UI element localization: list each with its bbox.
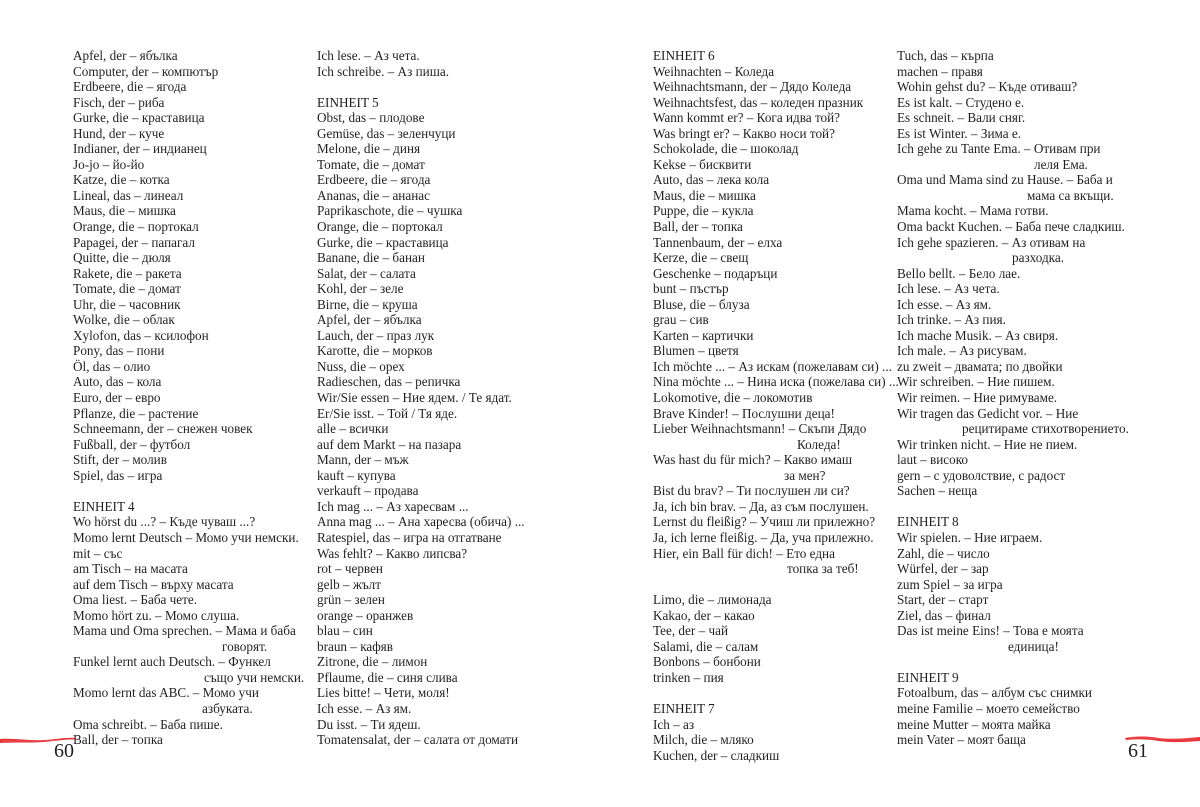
vocab-entry: Tomate, die – домат [73, 281, 181, 297]
vocab-entry: Wir tragen das Gedicht vor. – Ние [897, 405, 1079, 421]
vocab-entry: zu zweit – двамата; по двойки [897, 358, 1063, 374]
vocab-entry: Wo hörst du ...? – Къде чуваш ...? [73, 514, 256, 530]
vocab-entry: Ich trinke. – Аз пия. [897, 312, 1006, 328]
unit-heading: EINHEIT 7 [653, 700, 715, 716]
vocab-entry: Ich gehe zu Tante Ema. – Отивам при [897, 141, 1101, 157]
vocab-entry: braun – кафяв [317, 638, 393, 654]
vocab-entry: Weihnachtsmann, der – Дядо Коледа [653, 79, 852, 95]
vocab-entry: meine Mutter – моята майка [897, 716, 1051, 732]
vocab-entry: Quitte, die – дюля [73, 250, 171, 266]
vocab-entry: Orange, die – портокал [73, 219, 199, 235]
unit-heading: EINHEIT 8 [897, 514, 959, 530]
page-number-right: 61 [1128, 740, 1148, 762]
vocab-entry: Orange, die – портокал [317, 219, 443, 235]
vocab-entry: Ich – аз [653, 716, 695, 732]
vocab-entry: Zitrone, die – лимон [317, 654, 428, 670]
vocab-entry: Bello bellt. – Бело лае. [897, 265, 1021, 281]
vocab-entry: Lokomotive, die – локомотив [653, 390, 813, 406]
vocab-entry: Salami, die – салам [653, 638, 759, 654]
vocab-entry: am Tisch – на масата [73, 561, 188, 577]
vocab-entry: Ich mag ... – Аз харесвам ... [317, 498, 469, 514]
left-page-column-1 [73, 48, 304, 748]
vocab-entry: Sachen – неща [897, 483, 978, 499]
vocab-entry: Milch, die – мляко [653, 732, 754, 748]
left-page-column-2 [317, 48, 525, 748]
vocab-entry: Es ist kalt. – Студено е. [897, 94, 1025, 110]
vocab-entry: Anna mag ... – Ана харесва (обича) ... [317, 514, 525, 530]
vocab-entry: Mama und Oma sprechen. – Мама и баба [73, 623, 296, 639]
vocab-entry: Er/Sie isst. – Той / Тя яде. [317, 405, 458, 421]
vocab-entry: Mama kocht. – Мама готви. [897, 203, 1049, 219]
blank-line [897, 499, 1129, 515]
vocab-entry: rot – червен [317, 561, 383, 577]
vocab-entry: gern – с удоволствие, с радост [897, 467, 1066, 483]
vocab-entry: Gemüse, das – зеленчуци [317, 125, 456, 141]
vocab-entry: Erdbeere, die – ягода [73, 79, 187, 95]
vocab-entry: gelb – жълт [317, 576, 381, 592]
vocab-entry: Ich male. – Аз рисувам. [897, 343, 1027, 359]
vocab-entry: Hier, ein Ball für dich! – Ето една [653, 545, 835, 561]
vocab-entry: verkauft – продава [317, 483, 419, 499]
vocab-entry: Kuchen, der – сладкиш [653, 747, 780, 763]
vocab-entry: Funkel lernt auch Deutsch. – Функел [73, 654, 271, 670]
vocab-entry: Stift, der – молив [73, 452, 167, 468]
vocab-entry: Ratespiel, das – игра на отгатване [317, 529, 502, 545]
vocab-entry: Pony, das – пони [73, 343, 165, 359]
vocab-entry: Du isst. – Ти ядеш. [317, 716, 421, 732]
vocab-entry: Paprikaschote, die – чушка [317, 203, 463, 219]
vocab-entry: Weihnachtsfest, das – коледен празник [653, 94, 864, 110]
vocab-entry: Wir trinken nicht. – Ние не пием. [897, 436, 1078, 452]
vocab-entry: Wir schreiben. – Ние пишем. [897, 374, 1055, 390]
vocab-entry: Katze, die – котка [73, 172, 170, 188]
vocab-entry: Ja, ich bin brav. – Да, аз съм послушен. [653, 498, 869, 514]
vocab-entry: Bonbons – бонбони [653, 654, 761, 670]
vocab-entry: Das ist meine Eins! – Това е моята [897, 623, 1084, 639]
vocab-entry: Nina möchte ... – Нина иска (пожелава си) ... [653, 374, 899, 390]
vocab-entry: zum Spiel – за игра [897, 576, 1003, 592]
blank-line [73, 483, 304, 499]
vocab-entry: Tuch, das – кърпа [897, 48, 994, 63]
vocab-entry: Oma schreibt. – Баба пише. [73, 716, 223, 732]
vocab-entry: Spiel, das – игра [73, 467, 163, 483]
vocab-entry: Auto, das – кола [73, 374, 162, 390]
vocab-entry: Apfel, der – ябълка [73, 48, 178, 63]
vocab-entry-continuation: единица! [1008, 638, 1059, 654]
blank-line [653, 577, 899, 593]
vocab-entry: Tomate, die – домат [317, 156, 425, 172]
right-page-column-1 [653, 48, 899, 763]
vocab-entry: Tee, der – чай [653, 623, 729, 639]
vocab-entry: Maus, die – мишка [73, 203, 176, 219]
vocab-entry-continuation: азбуката. [202, 700, 253, 716]
blank-line [897, 654, 1129, 670]
vocab-entry: Oma und Mama sind zu Hause. – Баба и [897, 172, 1113, 188]
vocab-entry: Wohin gehst du? – Къде отиваш? [897, 79, 1078, 95]
vocab-entry: Momo lernt das ABC. – Момо учи [73, 685, 259, 701]
vocab-entry: Ich gehe spazieren. – Аз отивам на [897, 234, 1086, 250]
vocab-entry: meine Familie – моето семейство [897, 700, 1080, 716]
vocab-entry: grün – зелен [317, 592, 385, 608]
vocab-entry: Ja, ich lerne fleißig. – Да, уча прилежно. [653, 529, 874, 545]
vocab-entry: Wolke, die – облак [73, 312, 175, 328]
blank-line [317, 79, 525, 95]
vocab-entry: Tannenbaum, der – елха [653, 234, 783, 250]
vocab-entry: auf dem Tisch – върху масата [73, 576, 234, 592]
vocab-entry-continuation: рецитираме стихотворението. [962, 421, 1129, 437]
vocab-entry: Gurke, die – краставица [317, 234, 449, 250]
vocab-entry: Indianer, der – индианец [73, 141, 207, 157]
vocab-entry: Ich lese. – Аз чета. [897, 281, 1000, 297]
vocab-entry: Momo lernt Deutsch – Момо учи немски. [73, 529, 299, 545]
unit-heading: EINHEIT 5 [317, 94, 379, 110]
vocab-entry: Es schneit. – Вали сняг. [897, 110, 1026, 126]
vocab-entry: machen – правя [897, 63, 983, 79]
vocab-entry: alle – всички [317, 421, 389, 437]
vocab-entry: Würfel, der – зар [897, 561, 989, 577]
vocab-entry: Öl, das – олио [73, 358, 151, 374]
vocab-entry: Ich möchte ... – Аз искам (пожелавам си) ... [653, 358, 892, 374]
vocab-entry: Ball, der – топка [653, 219, 743, 235]
vocab-entry: Uhr, die – часовник [73, 296, 181, 312]
vocab-entry: Fußball, der – футбол [73, 436, 191, 452]
vocab-entry: Birne, die – круша [317, 296, 418, 312]
vocab-entry: Karotte, die – морков [317, 343, 433, 359]
vocab-entry: Banane, die – банан [317, 250, 425, 266]
vocab-entry: Computer, der – компютър [73, 63, 219, 79]
vocab-entry: kauft – купува [317, 467, 396, 483]
vocab-entry: Start, der – старт [897, 592, 989, 608]
vocab-entry: Bluse, die – блуза [653, 296, 750, 312]
vocab-entry: Ziel, das – финал [897, 607, 991, 623]
vocab-entry: Oma liest. – Баба чете. [73, 592, 198, 608]
vocab-entry: Es ist Winter. – Зима е. [897, 125, 1022, 141]
vocab-entry: Tomatensalat, der – салата от домати [317, 732, 519, 748]
vocab-entry-continuation: топка за теб! [787, 561, 859, 577]
vocab-entry: Was hast du für mich? – Какво имаш [653, 452, 853, 468]
vocab-entry: Ich schreibe. – Аз пиша. [317, 63, 450, 79]
vocab-entry: Was bringt er? – Какво носи той? [653, 125, 835, 141]
vocab-entry: Salat, der – салата [317, 265, 416, 281]
vocab-entry: Bist du brav? – Ти послушен ли си? [653, 483, 850, 499]
vocab-entry: mein Vater – моят баща [897, 732, 1026, 748]
vocab-entry: Wir spielen. – Ние играем. [897, 529, 1043, 545]
unit-heading: EINHEIT 6 [653, 48, 715, 63]
vocab-entry: Wann kommt er? – Кога идва той? [653, 110, 841, 126]
vocab-entry: Ball, der – топка [73, 732, 163, 748]
vocab-entry: Melone, die – диня [317, 141, 421, 157]
vocab-entry-continuation: леля Ема. [1034, 156, 1088, 172]
vocab-entry: Schneemann, der – снежен човек [73, 421, 253, 437]
page-number-left: 60 [54, 740, 74, 762]
vocab-entry: Kohl, der – зеле [317, 281, 404, 297]
vocab-entry: Puppe, die – кукла [653, 203, 754, 219]
vocab-entry: Fotoalbum, das – албум със снимки [897, 685, 1092, 701]
vocab-entry: Zahl, die – число [897, 545, 990, 561]
vocab-entry: Lieber Weihnachtsmann! – Скъпи Дядо [653, 421, 867, 437]
vocab-entry: Obst, das – плодове [317, 110, 425, 126]
vocab-entry: Papagei, der – папагал [73, 234, 195, 250]
vocab-entry: Ananas, die – ананас [317, 187, 430, 203]
vocab-entry: grau – сив [653, 312, 709, 328]
vocab-entry-continuation: за мен? [784, 467, 826, 483]
vocab-entry: trinken – пия [653, 669, 724, 685]
vocab-entry: Gurke, die – краставица [73, 110, 205, 126]
vocab-entry: Lineal, das – линеал [73, 187, 184, 203]
vocab-entry: Hund, der – куче [73, 125, 165, 141]
vocab-entry: Erdbeere, die – ягода [317, 172, 431, 188]
vocab-entry: Euro, der – евро [73, 390, 161, 406]
vocab-entry: Fisch, der – риба [73, 94, 165, 110]
vocab-entry: orange – оранжев [317, 607, 414, 623]
unit-heading: EINHEIT 4 [73, 498, 135, 514]
vocab-entry: Ich esse. – Аз ям. [317, 700, 412, 716]
vocab-entry: Pflanze, die – растение [73, 405, 199, 421]
vocab-entry: Mann, der – мъж [317, 452, 409, 468]
vocab-entry: Momo hört zu. – Момо слуша. [73, 607, 240, 623]
vocab-entry: Ich esse. – Аз ям. [897, 296, 992, 312]
vocab-entry: Radieschen, das – репичка [317, 374, 461, 390]
vocab-entry: Jo-jo – йо-йо [73, 156, 145, 172]
vocab-entry: Apfel, der – ябълка [317, 312, 422, 328]
vocab-entry: mit – със [73, 545, 123, 561]
vocab-entry: blau – син [317, 623, 373, 639]
vocab-entry: Wir/Sie essen – Ние ядем. / Те ядат. [317, 390, 512, 406]
vocab-entry: Lauch, der – праз лук [317, 327, 435, 343]
vocab-entry: Lies bitte! – Чети, моля! [317, 685, 450, 701]
vocab-entry-continuation: разходка. [1012, 250, 1065, 266]
vocab-entry: Karten – картички [653, 327, 754, 343]
vocab-entry: Xylofon, das – ксилофон [73, 327, 209, 343]
vocab-entry: Was fehlt? – Какво липсва? [317, 545, 468, 561]
vocab-entry: Weihnachten – Коледа [653, 63, 775, 79]
vocab-entry-continuation: говорят. [222, 638, 268, 654]
vocab-entry: Oma backt Kuchen. – Баба пече сладкиш. [897, 219, 1125, 235]
blank-line [653, 685, 899, 701]
vocab-entry: Schokolade, die – шоколад [653, 141, 799, 157]
vocab-entry: Maus, die – мишка [653, 187, 756, 203]
vocab-entry: Rakete, die – ракета [73, 265, 182, 281]
vocab-entry: Nuss, die – орех [317, 358, 405, 374]
vocab-entry: Wir reimen. – Ние римуваме. [897, 390, 1058, 406]
vocab-entry: Blumen – цветя [653, 343, 739, 359]
vocab-entry: Brave Kinder! – Послушни деца! [653, 405, 835, 421]
vocab-entry: Auto, das – лека кола [653, 172, 770, 188]
vocab-entry: Limo, die – лимонада [653, 592, 772, 608]
vocab-entry: bunt – пъстър [653, 281, 729, 297]
vocab-entry: Geschenke – подаръци [653, 265, 778, 281]
vocab-entry: Kerze, die – свещ [653, 250, 749, 266]
vocab-entry: Kekse – бисквити [653, 156, 752, 172]
vocab-entry: Lernst du fleißig? – Учиш ли прилежно? [653, 514, 876, 530]
vocab-entry: Pflaume, die – синя слива [317, 669, 458, 685]
vocab-entry: Ich lese. – Аз чета. [317, 48, 420, 63]
vocab-entry: Ich mache Musik. – Аз свиря. [897, 327, 1059, 343]
vocab-entry-continuation: Коледа! [797, 436, 841, 452]
vocab-entry-continuation: също учи немски. [204, 669, 305, 685]
vocab-entry: laut – високо [897, 452, 969, 468]
vocab-entry-continuation: мама са вкъщи. [1027, 187, 1114, 203]
vocab-entry: auf dem Markt – на пазара [317, 436, 462, 452]
vocab-entry: Kakao, der – какао [653, 607, 755, 623]
unit-heading: EINHEIT 9 [897, 669, 959, 685]
right-page-column-2 [897, 48, 1129, 748]
